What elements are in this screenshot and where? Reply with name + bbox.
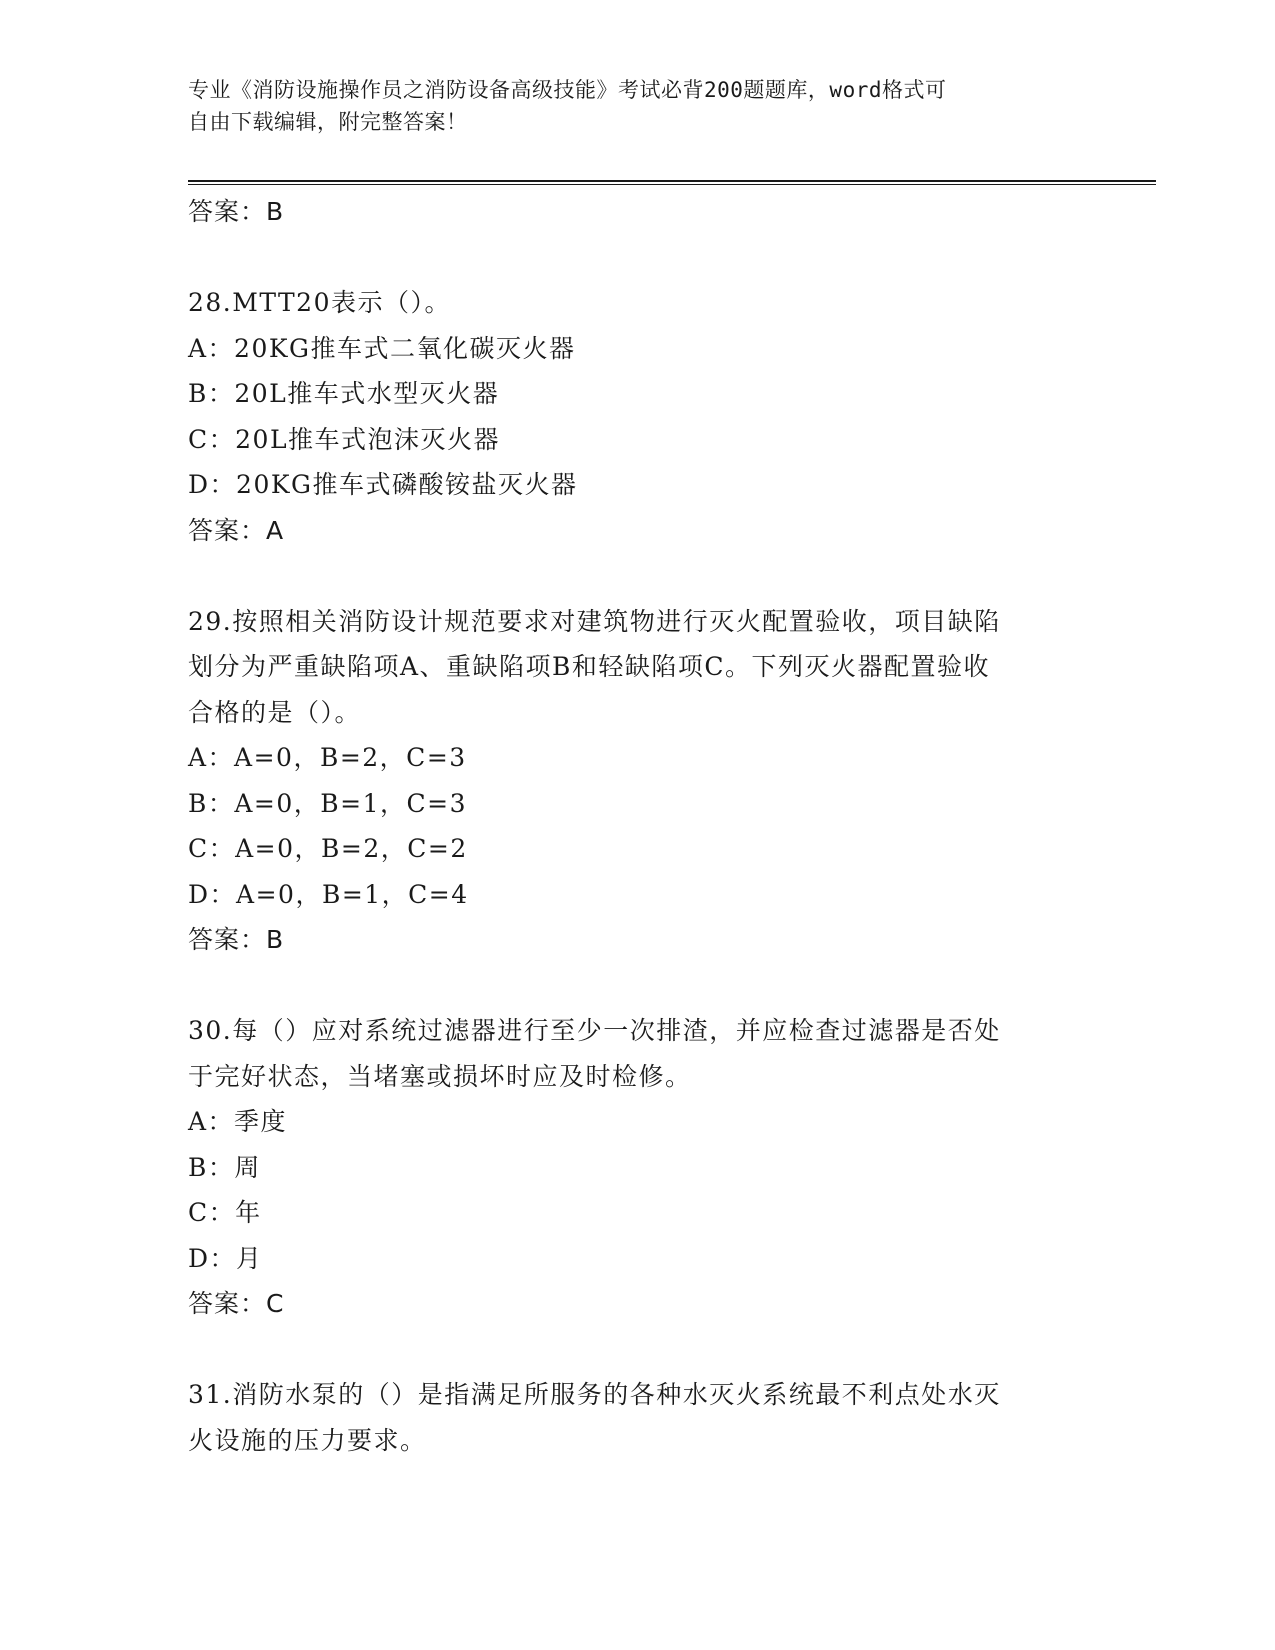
option-c: C：20L推车式泡沫灭火器 <box>188 424 501 454</box>
option-b: B：20L推车式水型灭火器 <box>188 379 500 408</box>
question-29 <box>188 599 1088 963</box>
option-a: A：A=0，B=2，C=3 <box>188 743 467 772</box>
question-stem: 火设施的压力要求。 <box>188 1425 427 1455</box>
option-b: B：A=0，B=1，C=3 <box>188 788 467 818</box>
question-list <box>188 189 1088 1463</box>
option-d: D：A=0，B=1，C=4 <box>188 879 469 909</box>
spacer <box>188 235 1088 281</box>
answer-text: 答案：B <box>188 197 285 226</box>
option-c: C：年 <box>188 1198 262 1227</box>
question-stem: 31.消防水泵的（）是指满足所服务的各种水灭火系统最不利点处水灭 <box>188 1380 1001 1409</box>
answer-text: 答案：B <box>188 925 285 954</box>
option-a: A：20KG推车式二氧化碳灭火器 <box>188 333 576 363</box>
question-stem: 29.按照相关消防设计规范要求对建筑物进行灭火配置验收，项目缺陷 <box>188 606 1001 636</box>
option-d: D：20KG推车式磷酸铵盐灭火器 <box>188 470 578 499</box>
question-stem: 30.每（）应对系统过滤器进行至少一次排渣，并应检查过滤器是否处 <box>188 1016 1001 1045</box>
option-d: D：月 <box>188 1243 263 1273</box>
header-line-1: 专业《消防设施操作员之消防设备高级技能》考试必背200题题库，word格式可 <box>188 78 947 102</box>
document-header <box>188 74 1088 138</box>
question-stem: 划分为严重缺陷项A、重缺陷项B和轻缺陷项C。下列灭火器配置验收 <box>188 652 991 681</box>
question-31 <box>188 1372 1088 1463</box>
spacer <box>188 553 1088 599</box>
question-stem: 合格的是（）。 <box>188 697 362 727</box>
spacer <box>188 963 1088 1009</box>
question-28 <box>188 280 1088 553</box>
answer-text: 答案：A <box>188 515 285 545</box>
question-stem: 于完好状态，当堵塞或损坏时应及时检修。 <box>188 1061 692 1091</box>
header-divider <box>188 180 1156 185</box>
option-b: B：周 <box>188 1152 261 1182</box>
answer-text: 答案：C <box>188 1289 285 1318</box>
option-c: C：A=0，B=2，C=2 <box>188 834 468 863</box>
header-line-2: 自由下载编辑，附完整答案！ <box>188 110 468 134</box>
spacer <box>188 1327 1088 1373</box>
option-a: A：季度 <box>188 1107 288 1136</box>
question-30 <box>188 1008 1088 1327</box>
question-stem: 28.MTT20表示（）。 <box>188 288 451 317</box>
